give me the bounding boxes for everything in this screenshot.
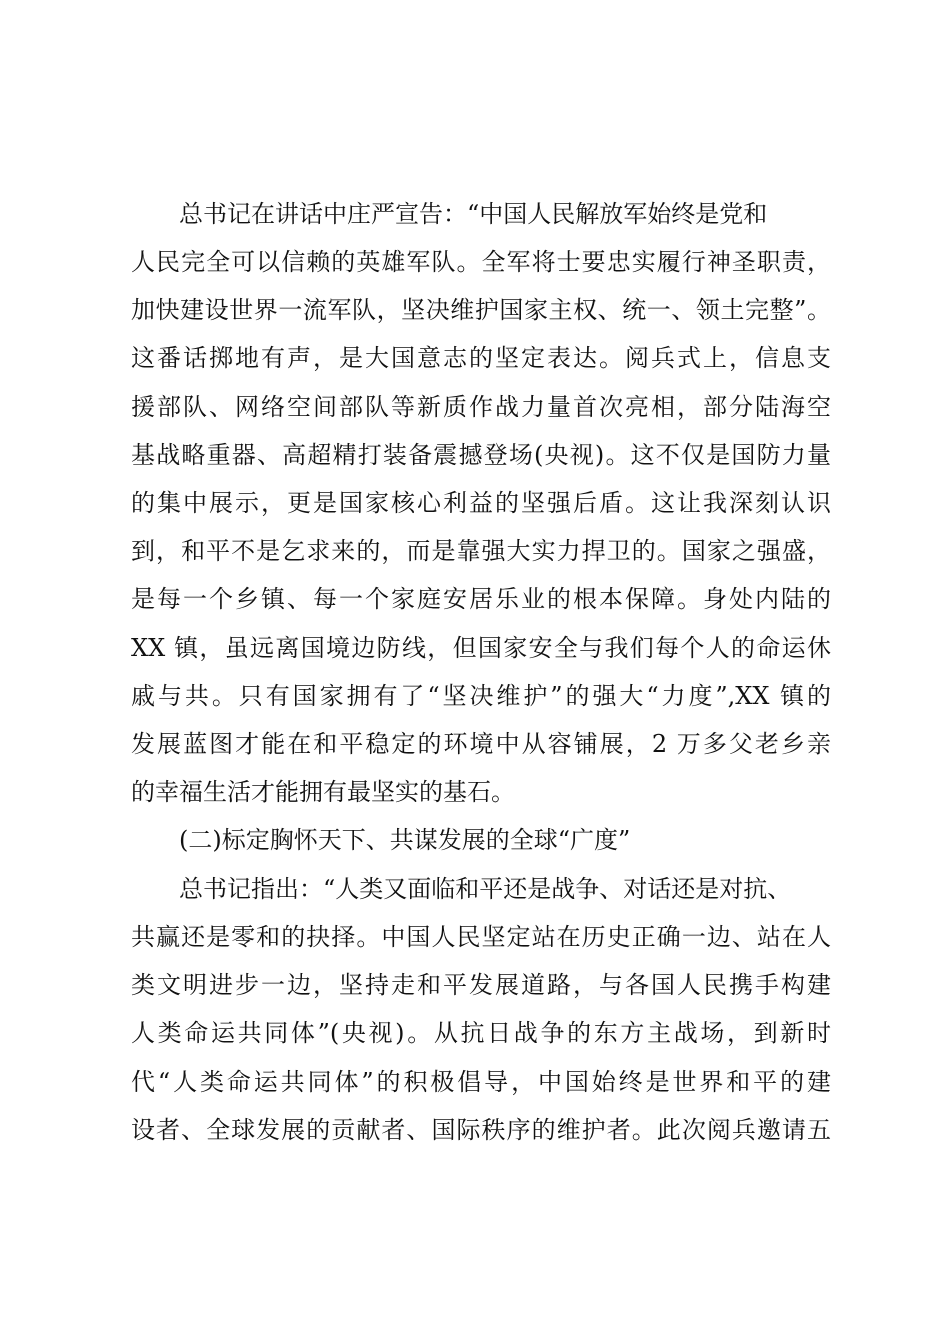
section-heading: (二)标定胸怀天下、共谋发展的全球“广度” (179, 826, 631, 854)
paragraph-line-11: 戚与共。只有国家拥有了“坚决维护”的强大“力度”,XX 镇的 (131, 682, 831, 710)
paragraph-line-10: XX 镇，虽远离国境边防线，但国家安全与我们每个人的命运休 (131, 634, 831, 662)
paragraph-line-5: 援部队、网络空间部队等新质作战力量首次亮相，部分陆海空 (131, 393, 831, 421)
paragraph-line-19: 代“人类命运共同体”的积极倡导，中国始终是世界和平的建 (131, 1068, 831, 1096)
paragraph-line-2: 人民完全可以信赖的英雄军队。全军将士要忠实履行神圣职责， (131, 248, 831, 276)
paragraph-line-6: 基战略重器、高超精打装备震撼登场(央视)。这不仅是国防力量 (131, 441, 831, 469)
paragraph-line-12: 发展蓝图才能在和平稳定的环境中从容铺展，2 万多父老乡亲 (131, 730, 831, 758)
paragraph-line-15: 总书记指出：“人类又面临和平还是战争、对话还是对抗、 (179, 875, 792, 903)
paragraph-line-9: 是每一个乡镇、每一个家庭安居乐业的根本保障。身处内陆的 (131, 585, 831, 613)
paragraph-line-3: 加快建设世界一流军队，坚决维护国家主权、统一、领土完整”。 (131, 296, 831, 324)
paragraph-line-8: 到，和平不是乞求来的，而是靠强大实力捍卫的。国家之强盛， (131, 537, 831, 565)
paragraph-line-7: 的集中展示，更是国家核心利益的坚强后盾。这让我深刻认识 (131, 489, 831, 517)
paragraph-line-16: 共赢还是零和的抉择。中国人民坚定站在历史正确一边、站在人 (131, 923, 831, 951)
paragraph-line-20: 设者、全球发展的贡献者、国际秩序的维护者。此次阅兵邀请五 (131, 1116, 831, 1144)
paragraph-line-1: 总书记在讲话中庄严宣告：“中国人民解放军始终是党和 (179, 200, 768, 228)
paragraph-line-17: 类文明进步一边，坚持走和平发展道路，与各国人民携手构建 (131, 971, 831, 999)
paragraph-line-18: 人类命运共同体”(央视)。从抗日战争的东方主战场，到新时 (131, 1019, 831, 1047)
paragraph-line-4: 这番话掷地有声，是大国意志的坚定表达。阅兵式上，信息支 (131, 344, 831, 372)
paragraph-line-13: 的幸福生活才能拥有最坚实的基石。 (131, 778, 515, 806)
